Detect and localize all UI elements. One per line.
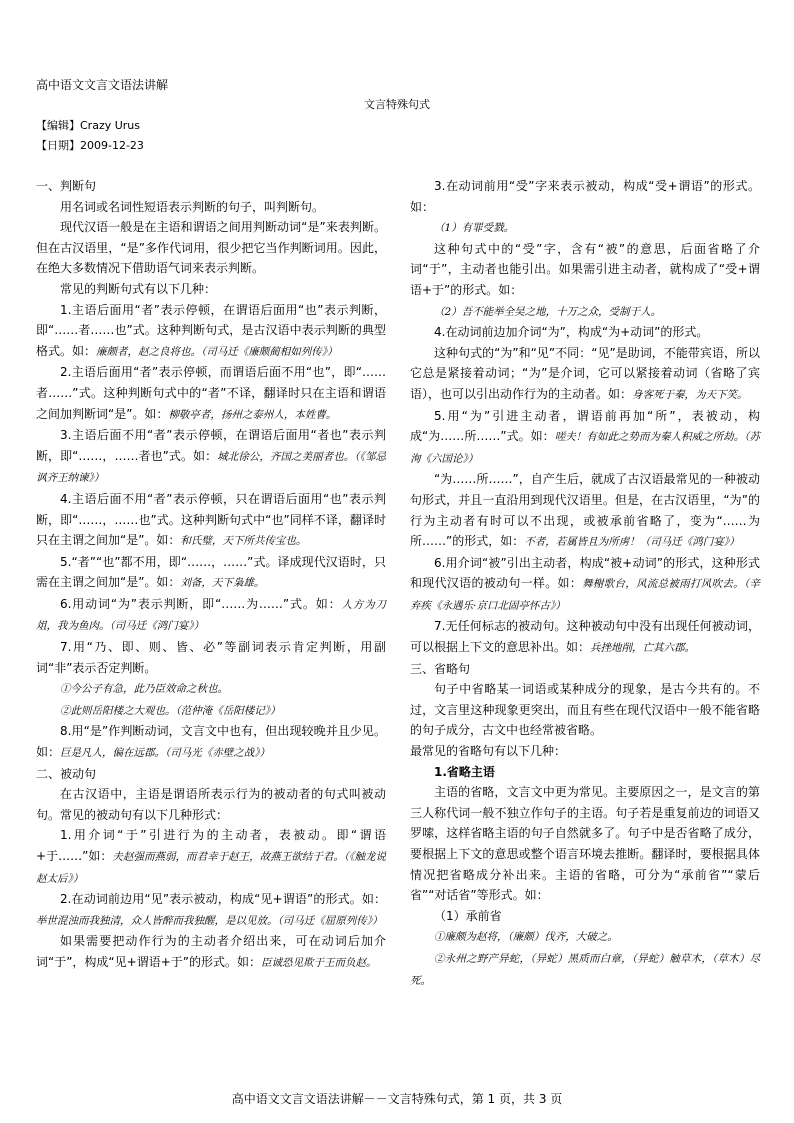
- paragraph: [36, 279, 386, 300]
- paragraph-text: 一、判断句: [36, 179, 97, 193]
- example-sentence: 巨是凡人，偏在远郡。（司马光《赤壁之战》）: [60, 747, 271, 760]
- paragraph-text: 用名词或名词性短语表示判断的句子，叫判断句。: [60, 199, 325, 214]
- paragraph: [36, 764, 386, 785]
- paragraph: [410, 217, 760, 239]
- paragraph: [410, 906, 760, 927]
- example-sentence: ②此则岳阳楼之大观也。（范仲淹《岳阳楼记》）: [60, 704, 281, 717]
- paragraph: [410, 616, 760, 658]
- paragraph-text: 现代汉语一般是在主语和谓语之间用判断动词“是”来表判断。但在古汉语里，“是”多作代词用，很少把它当作判断词用。因此，在绝大多数情况下借助语气词来表示判断。: [36, 220, 386, 276]
- paragraph-text: 二、被动句: [36, 766, 97, 781]
- paragraph-text: “为……所……”，自产生后，就成了古汉语最常见的一种被动句形式，并且一直沿用到现代汉语里。但是，在古汉语里，“为”的行为主动者有时可以不出现，或被承前省略了，变为“……为所……”的形式，如：: [410, 472, 760, 549]
- page-footer: 高中语文文言文语法讲解－－文言特殊句式，第 1 页，共 3 页: [231, 1092, 563, 1106]
- example-sentence: （1）有罪受戮。: [434, 222, 515, 235]
- paragraph: [36, 552, 386, 594]
- date-line: 【日期】2009-12-23: [36, 139, 144, 152]
- example-sentence: ①今公子有急，此乃臣效命之秋也。: [60, 683, 228, 696]
- paragraph: [410, 782, 760, 906]
- paragraph-text: 最常见的省略句有以下几种：: [410, 744, 567, 759]
- editor-line: 【编辑】Crazy Urus: [36, 119, 141, 132]
- paragraph: [410, 343, 760, 406]
- paragraph: [36, 489, 386, 552]
- example-sentence: ②永州之野产异蛇，（异蛇）黑质而白章，（异蛇）触草木，（草木）尽死。: [410, 952, 760, 987]
- example-sentence: 嗟夫！有如此之势而为秦人积威之所劫。（苏洵《六国论》）: [410, 431, 761, 465]
- paragraph-text: 6.用动词“为”表示判断，即“……为……”式。如：: [60, 596, 342, 611]
- example-sentence: 舞榭歌台，风流总被雨打风吹去。（辛弃疾《永遇乐·京口北固亭怀古》）: [410, 578, 760, 612]
- paragraph-text: 1.用介词“于”引进行为的主动者，表被动。即“谓语+于……”如：: [36, 828, 386, 863]
- paragraph-text: 在古汉语中，主语是谓语所表示行为的被动者的句式叫被动句。常见的被动句有以下几种形式：: [36, 787, 386, 822]
- paragraph-text: 4.主语后面不用“者”表示停顿，只在谓语后面用“也”表示判断，即“……，……也”式。这种判断句式中“也”同样不译，翻译时只在主谓之间加“是”。如：: [36, 491, 386, 548]
- paragraph: [36, 889, 386, 931]
- paragraph: [410, 406, 760, 470]
- paragraph: [36, 425, 386, 489]
- paragraph: [410, 659, 760, 680]
- paragraph-text: 3.主语后面不用“者”表示停顿，在谓语后面用“者也”表示判断，即“……，……者也”式。如：: [36, 428, 386, 463]
- paragraph-text: 5.“者”“也”都不用，即“……，……”式。译成现代汉语时，只需在主谓之间加“是”。如：: [36, 554, 386, 590]
- paragraph: [410, 239, 760, 301]
- example-sentence: 不者，若属皆且为所虏！（司马迁《鸿门宴》）: [524, 536, 740, 549]
- section-title: 文言特殊句式: [364, 98, 430, 111]
- paragraph-text: 三、省略句: [410, 661, 471, 676]
- paragraph: [36, 931, 386, 973]
- paragraph-text: 3.在动词前用“受”字来表示被动，构成“受+谓语”的形式。如：: [410, 179, 760, 214]
- paragraph: [410, 301, 760, 323]
- example-sentence: 臣诚恐见欺于王而负赵。: [260, 956, 377, 969]
- right-column: [410, 176, 760, 991]
- paragraph: [36, 362, 386, 425]
- paragraph-text: 句子中省略某一词语或某种成分的现象，是古今共有的。不过，文言里这种现象更突出，而且有些在现代汉语中一般不能省略的句子成分，古文中也经常被省略。: [410, 682, 760, 738]
- paragraph-text: 1.省略主语: [434, 764, 495, 779]
- paragraph-text: 6.用介词“被”引出主动者，构成“被+动词”的形式，这种形式和现代汉语的被动句一样。如：: [410, 555, 760, 591]
- paragraph: [36, 700, 386, 722]
- paragraph-text: 如果需要把动作行为的主动者介绍出来，可在动词后加介词“于”，构成“见+谓语+于”的形式。如：: [36, 934, 386, 969]
- example-sentence: 刘备，天下枭雄。: [180, 577, 265, 590]
- paragraph: [434, 762, 760, 783]
- paragraph-text: 7.无任何标志的被动句。这种被动句中没有出现任何被动词，可以根据上下文的意思补出。如：: [410, 619, 760, 655]
- paragraph: [410, 176, 760, 217]
- paragraph-text: 2.在动词前边用“见”表示被动，构成“见+谓语”的形式。如：: [60, 892, 386, 907]
- paragraph: [36, 176, 386, 197]
- example-sentence: 兵挫地削，亡其六郡。: [590, 642, 696, 655]
- paragraph: [410, 322, 760, 343]
- example-sentence: 廉颇者，赵之良将也。（司马迁《廉颇蔺相如列传》）: [96, 345, 338, 358]
- paragraph-text: 这种句式中的“受”字，含有“被”的意思，后面省略了介词“于”，主动者也能引出。如果需引进主动者，就构成了“受+谓语+于”的形式。如：: [410, 241, 760, 297]
- example-sentence: ①廉颇为赵将，（廉颇）伐齐，大破之。: [434, 931, 618, 944]
- paragraph: [36, 594, 386, 637]
- paragraph-text: 2.主语后面用“者”表示停顿，而谓语后面不用“也”，即“……者……”式。这种判断句式中的“者”不译，翻译时只在主语和谓语之间加判断词“是”。如：: [36, 365, 386, 421]
- example-sentence: 和氏璧，天下所共传宝也。: [180, 535, 307, 548]
- example-sentence: （2）吾不能举全吴之地，十万之众，受制于人。: [434, 305, 662, 318]
- example-sentence: 举世混浊而我独清，众人皆醉而我独醒，是以见放。（司马迁《屈原列传》）: [36, 914, 383, 927]
- paragraph: [410, 679, 760, 741]
- left-column: [36, 176, 386, 974]
- paragraph: [410, 741, 760, 762]
- example-sentence: 夫赵强而燕弱，而君幸于赵王，故燕王欲结于君。（《触龙说赵太后》）: [36, 851, 386, 885]
- paragraph: [410, 553, 760, 617]
- example-sentence: 人方为刀俎，我为鱼肉。（司马迁《鸿门宴》）: [36, 598, 387, 633]
- paragraph-text: 4.在动词前边加介词“为”，构成“为+动词”的形式。: [434, 325, 709, 340]
- paragraph-text: 1.主语后面用“者”表示停顿，在谓语后面用“也”表示判断，即“……者……也”式。这种判断句式，是古汉语中表示判断的典型格式。如：: [36, 302, 386, 358]
- paragraph: [36, 300, 386, 363]
- paragraph-text: （1）承前省: [434, 908, 502, 923]
- paragraph-text: 7.用“乃、即、则、皆、必”等副词表示肯定判断，用副词“非”表示否定判断。: [36, 640, 386, 675]
- document-title: 高中语文文言文语法讲解: [36, 78, 169, 92]
- paragraph: [36, 217, 386, 279]
- paragraph-text: 8.用“是”作判断动词，文言文中也有，但出现较晚并且少见。如：: [36, 724, 386, 760]
- paragraph: [36, 637, 386, 678]
- paragraph: [36, 721, 386, 763]
- paragraph: [410, 469, 760, 552]
- paragraph-text: 主语的省略，文言文中更为常见。主要原因之一，是文言的第三人称代词一般不独立作句子的主语。句子若是重复前边的词语又罗嗦，这样省略主语的句子自然就多了。句子中是否省略了成分，要根据上下文的意思或整个语言环境去推断。翻译时，要根据具体情况把省略成分补出来。主语的省略，可分为“承前省”“蒙后省”“对话省”等形式。如：: [410, 785, 760, 903]
- paragraph: [36, 784, 386, 825]
- paragraph: [36, 197, 386, 218]
- example-sentence: 身客死于秦，为天下笑。: [632, 388, 748, 401]
- paragraph-text: 常见的判断句式有以下几种：: [60, 281, 217, 296]
- paragraph-text: 5.用“为”引进主动者，谓语前再加“所”，表被动，构成“为……所……”式。如：: [410, 408, 760, 444]
- example-sentence: 城北徐公，齐国之美丽者也。（《邹忌讽齐王纳谏》）: [36, 450, 387, 485]
- paragraph: [36, 825, 386, 889]
- paragraph: [410, 948, 760, 991]
- paragraph-text: 这种句式的“为”和“见”不同：“见”是助词，不能带宾语，所以它总是紧接着动词；“为”是介词，它可以紧接着动词（省略了宾语），也可以引出动作行为的主动者。如：: [410, 345, 760, 401]
- paragraph: [36, 678, 386, 700]
- example-sentence: 柳敬亭者，扬州之泰州人，本姓曹。: [168, 408, 337, 421]
- paragraph: [410, 926, 760, 948]
